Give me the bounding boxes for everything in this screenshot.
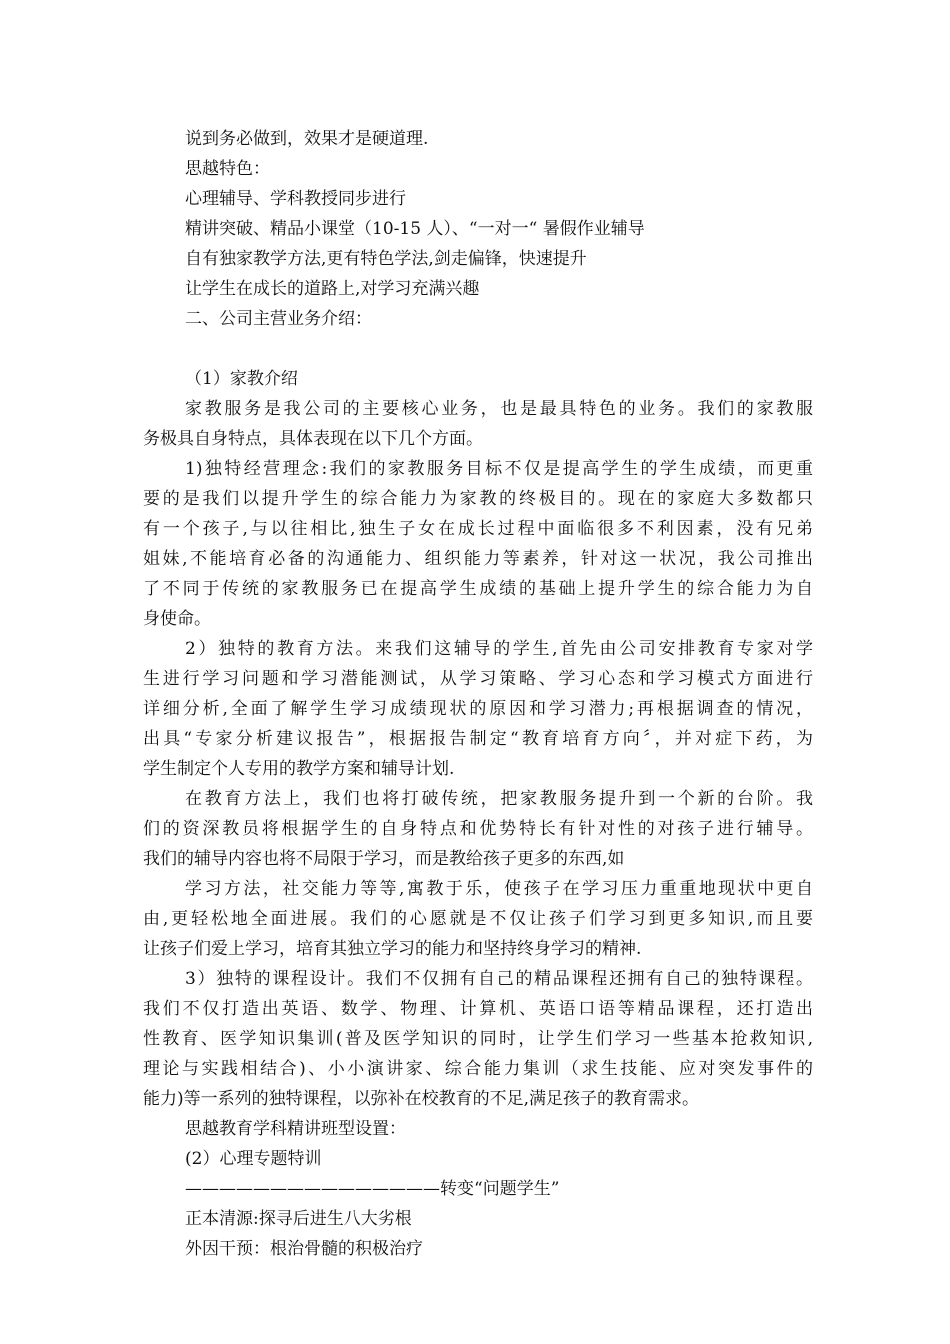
text-line: （1）家教介绍	[185, 369, 298, 389]
text-line: (2）心理专题特训	[185, 1149, 322, 1169]
text-line: 思越教育学科精讲班型设置：	[185, 1119, 406, 1139]
text-line: 学生制定个人专用的教学方案和辅导计划.	[143, 759, 455, 779]
text-line: 由,更轻松地全面进展。我们的心愿就是不仅让孩子们学习到更多知识,而且要	[143, 909, 813, 929]
text-line: 思越特色：	[185, 159, 270, 179]
text-line: 二、公司主营业务介绍：	[185, 309, 372, 329]
text-line: 2）独特的教育方法。来我们这辅导的学生,首先由公司安排教育专家对学	[185, 639, 813, 659]
text-line: 有一个孩子,与以往相比,独生子女在成长过程中面临很多不利因素，没有兄弟	[143, 519, 813, 539]
text-line: 外因干预：根治骨髓的积极治疗	[185, 1239, 423, 1259]
text-line: 自有独家教学方法,更有特色学法,剑走偏锋，快速提升	[185, 249, 587, 269]
text-line: 详细分析,全面了解学生学习成绩现状的原因和学习潜力;再根据调查的情况，	[143, 699, 813, 719]
text-line: 我们的辅导内容也将不局限于学习，而是教给孩子更多的东西,如	[143, 849, 625, 869]
text-line: 1)独特经营理念:我们的家教服务目标不仅是提高学生的学生成绩，而更重	[185, 459, 813, 479]
text-line: 让孩子们爱上学习，培育其独立学习的能力和坚持终身学习的精神.	[143, 939, 642, 959]
text-line: 在教育方法上，我们也将打破传统，把家教服务提升到一个新的台阶。我	[185, 789, 813, 809]
text-line: 性教育、医学知识集训(普及医学知识的同时，让学生们学习一些基本抢救知识,	[143, 1029, 813, 1049]
text-line: 务极具自身特点，具体表现在以下几个方面。	[143, 429, 483, 449]
text-line: 们的资深教员将根据学生的自身特点和优势特长有针对性的对孩子进行辅导。	[143, 819, 813, 839]
text-line: 要的是我们以提升学生的综合能力为家教的终极目的。现在的家庭大多数都只	[143, 489, 813, 509]
blank-line	[143, 334, 813, 364]
text-line: 心理辅导、学科教授同步进行	[185, 189, 406, 209]
text-line: 身使命。	[143, 609, 211, 629]
text-line: 生进行学习问题和学习潜能测试，从学习策略、学习心态和学习模式方面进行	[143, 669, 813, 689]
text-line: 出具“专家分析建议报告”，根据报告制定“教育培育方向〞，并对症下药，为	[143, 729, 813, 749]
text-line: 让学生在成长的道路上,对学习充满兴趣	[185, 279, 480, 299]
text-line: 学习方法，社交能力等等,寓教于乐，使孩子在学习压力重重地现状中更自	[185, 879, 813, 899]
text-line: 3）独特的课程设计。我们不仅拥有自己的精品课程还拥有自己的独特课程。	[185, 969, 813, 989]
text-line: 精讲突破、精品小课堂（10-15 人）、“一对一“ 暑假作业辅导	[185, 219, 645, 239]
text-line: 能力)等一系列的独特课程，以弥补在校教育的不足,满足孩子的教育需求。	[143, 1089, 700, 1109]
text-line: ———————————————转变“问题学生”	[185, 1179, 560, 1199]
text-line: 正本清源:探寻后进生八大劣根	[185, 1209, 412, 1229]
text-line: 家教服务是我公司的主要核心业务，也是最具特色的业务。我们的家教服	[185, 399, 813, 419]
text-line: 理论与实践相结合)、小小演讲家、综合能力集训（求生技能、应对突发事件的	[143, 1059, 813, 1079]
text-line: 说到务必做到，效果才是硬道理.	[185, 129, 429, 149]
text-line: 了不同于传统的家教服务已在提高学生成绩的基础上提升学生的综合能力为自	[143, 579, 813, 599]
document-body	[143, 124, 813, 1264]
text-line: 姐妹,不能培育必备的沟通能力、组织能力等素养，针对这一状况，我公司推出	[143, 549, 813, 569]
text-line: 我们不仅打造出英语、数学、物理、计算机、英语口语等精品课程，还打造出	[143, 999, 813, 1019]
